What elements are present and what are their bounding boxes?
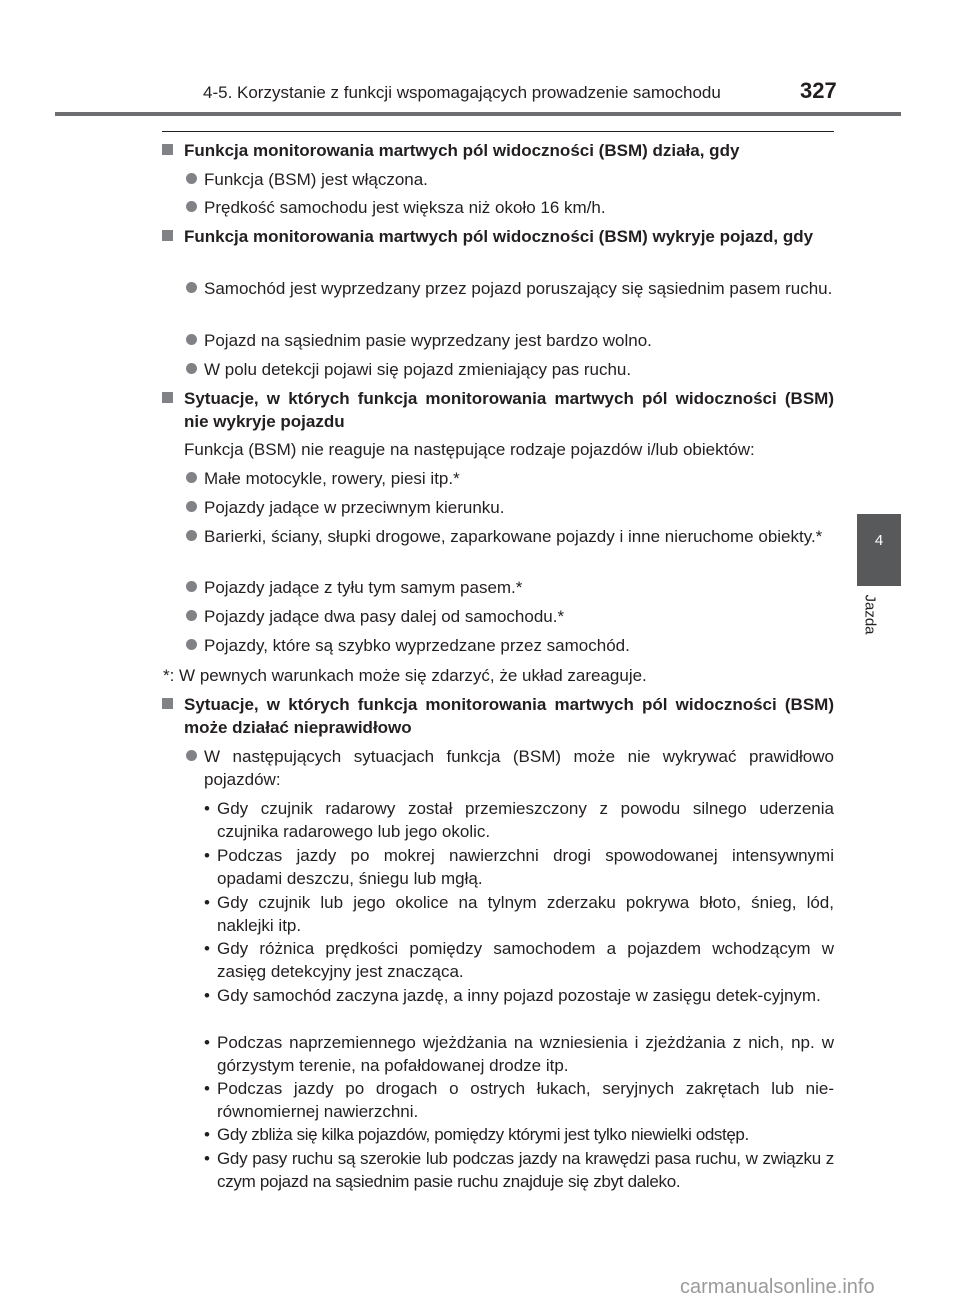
- sub-list-item: • Podczas jazdy po drogach o ostrych łukach, seryjnych zakrętach lub nie-równomiernej nawierzchni.: [204, 1079, 834, 1121]
- section-heading: Funkcja monitorowania martwych pól widoczności (BSM) działa, gdy: [184, 139, 834, 162]
- page-number: 327: [800, 78, 837, 103]
- footnote: *: W pewnych warunkach może się zdarzyć, że układ zareaguje.: [163, 666, 647, 685]
- round-bullet-icon: [186, 282, 197, 293]
- sub-list-item: • Gdy czujnik radarowy został przemieszczony z powodu silnego uderzenia czujnika radarowego lub jego okolic.: [204, 799, 834, 841]
- square-bullet-icon: [162, 144, 173, 155]
- round-bullet-icon: [186, 173, 197, 184]
- list-item: Samochód jest wyprzedzany przez pojazd poruszający się sąsiednim pasem ruchu.: [204, 277, 834, 300]
- round-bullet-icon: [186, 472, 197, 483]
- list-item: Małe motocykle, rowery, piesi itp.*: [204, 467, 834, 490]
- round-bullet-icon: [186, 363, 197, 374]
- round-bullet-icon: [186, 610, 197, 621]
- round-bullet-icon: [186, 201, 197, 212]
- round-bullet-icon: [186, 334, 197, 345]
- chapter-title: 4-5. Korzystanie z funkcji wspomagających prowadzenie samochodu: [203, 83, 721, 102]
- chapter-tab[interactable]: 4: [857, 514, 901, 586]
- sub-list-item: • Podczas naprzemiennego wjeżdżania na wzniesienia i zjeżdżania z nich, np. w górzystym terenie, na pofałdowanej drodze itp.: [204, 1033, 834, 1075]
- round-bullet-icon: [186, 530, 197, 541]
- list-item: Pojazd na sąsiednim pasie wyprzedzany jest bardzo wolno.: [204, 329, 834, 352]
- list-item: Funkcja (BSM) jest włączona.: [204, 168, 834, 191]
- sub-list-item: • Gdy czujnik lub jego okolice na tylnym zderzaku pokrywa błoto, śnieg, lód, naklejki itp.: [204, 893, 834, 935]
- sub-list-item: • Podczas jazdy po mokrej nawierzchni drogi spowodowanej intensywnymi opadami deszczu, śniegu lub mgłą.: [204, 846, 834, 888]
- list-item: W następujących sytuacjach funkcja (BSM) może nie wykrywać prawidłowo pojazdów:: [204, 745, 834, 791]
- round-bullet-icon: [186, 750, 197, 761]
- sub-list-item: • Gdy samochód zaczyna jazdę, a inny pojazd pozostaje w zasięgu detek-cyjnym.: [204, 986, 821, 1005]
- round-bullet-icon: [186, 581, 197, 592]
- section-heading: Funkcja monitorowania martwych pól widoczności (BSM) wykryje pojazd, gdy: [184, 225, 834, 248]
- list-item: Pojazdy jadące w przeciwnym kierunku.: [204, 496, 834, 519]
- header-rule: [55, 112, 901, 116]
- list-item: Pojazdy, które są szybko wyprzedzane przez samochód.: [204, 634, 834, 657]
- round-bullet-icon: [186, 639, 197, 650]
- round-bullet-icon: [186, 501, 197, 512]
- square-bullet-icon: [162, 698, 173, 709]
- square-bullet-icon: [162, 230, 173, 241]
- section-heading: Sytuacje, w których funkcja monitorowania martwych pól widoczności (BSM) nie wykryje pojazdu: [184, 387, 834, 433]
- list-item: Pojazdy jadące dwa pasy dalej od samochodu.*: [204, 605, 834, 628]
- sub-list-item: • Gdy różnica prędkości pomiędzy samochodem a pojazdem wchodzącym w zasięg detekcyjny jest znacząca.: [204, 939, 834, 981]
- watermark: carmanualsonline.info: [680, 1276, 875, 1298]
- chapter-tab-label: Jazda: [861, 594, 879, 635]
- section-rule: [162, 131, 834, 132]
- sub-list-item: • Gdy zbliża się kilka pojazdów, pomiędzy którymi jest tylko niewielki odstęp.: [204, 1125, 749, 1144]
- list-item: Barierki, ściany, słupki drogowe, zaparkowane pojazdy i inne nieruchome obiekty.*: [204, 525, 834, 548]
- list-item: Prędkość samochodu jest większa niż około 16 km/h.: [204, 196, 834, 219]
- square-bullet-icon: [162, 392, 173, 403]
- list-item: W polu detekcji pojawi się pojazd zmieniający pas ruchu.: [204, 358, 834, 381]
- section-intro: Funkcja (BSM) nie reaguje na następujące rodzaje pojazdów i/lub obiektów:: [184, 440, 755, 459]
- section-heading: Sytuacje, w których funkcja monitorowania martwych pól widoczności (BSM) może działać nieprawidłowo: [184, 693, 834, 739]
- sub-list-item: • Gdy pasy ruchu są szerokie lub podczas jazdy na krawędzi pasa ruchu, w związku z czym pojazd na sąsiednim pasie ruchu znajduje się zbyt daleko.: [204, 1149, 834, 1191]
- list-item: Pojazdy jadące z tyłu tym samym pasem.*: [204, 576, 834, 599]
